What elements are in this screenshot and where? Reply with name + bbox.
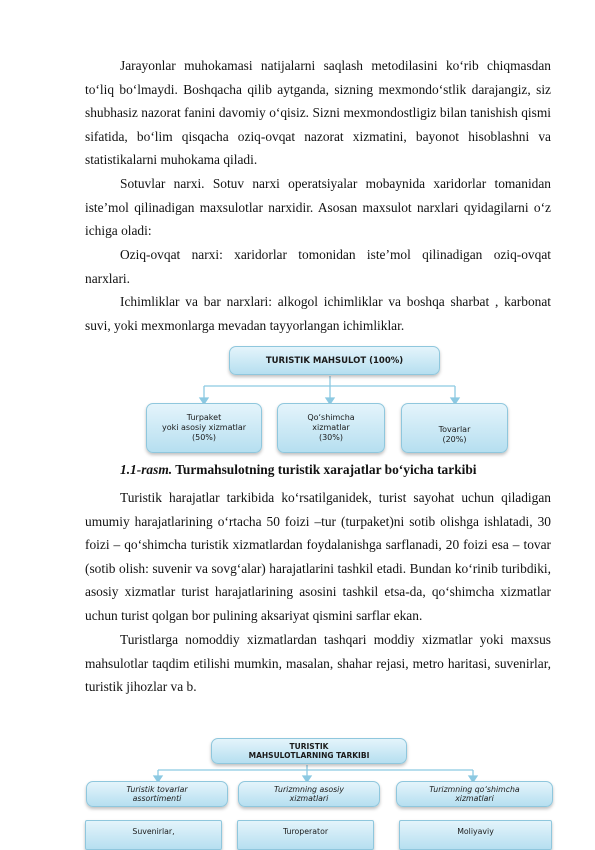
figure-title: Turmahsulotning turistik xarajatlar bo‘yicha tarkibi <box>172 462 477 477</box>
diagram-node-tour-operator: Turoperator <box>237 820 374 850</box>
paragraph-expense-structure: Turistik harajatlar tarkibida ko‘rsatilganidek, turist sayohat uchun qiladigan umumiy harajatlarining o‘rtacha 50 foizi –tur (turpaket)ni sotib olishga ishlatadi, 30 foizi – qo‘shimcha turistik xizmatlardan foydalanishga sarflanadi, 20 foizi esa – tovar (sotib olish: suvenir va sovg‘alar) harajatlarini tashkil etadi. Bundan ko‘rinib turibdiki, asosiy xizmatlar turist harajatlarining asosini tashkil etsa-da, qo‘shimcha xizmatlar uchun turist qolgan bor pulining aksariyat qismini sarflar ekan. <box>85 490 551 623</box>
diagram-node-extra-services: Turizmning qo‘shimcha xizmatlari <box>396 781 553 807</box>
paragraph-bar-price: Ichimliklar va bar narxlari: alkogol ichimliklar va boshqa sharbat , karbonat suvi, yoki mexmonlarga mevadan tayyorlangan ichimliklar. <box>85 294 551 333</box>
diagram-node-tourist-goods: Turistik tovarlar assortimenti <box>86 781 228 807</box>
diagram-node-souvenirs: Suvenirlar, <box>85 820 222 850</box>
paragraph-food-price: Oziq-ovqat narxi: xaridorlar tomonidan iste’mol qilinadigan oziq-ovqat narxlari. <box>85 247 551 286</box>
diagram-node-tourist-product: TURISTIK MAHSULOT (100%) <box>229 346 440 375</box>
paragraph-results-discussion: Jarayonlar muhokamasi natijalarni saqlash metodilasini ko‘rib chiqmasdan to‘liq bo‘lmaydi. Boshqacha qilib aytganda, sizning mexmondo‘stlik darajangiz, siz shubhasiz nazorat fanini davomiy o‘qisiz. Sizni mexmondostligiz bilan tanishish qismi sifatida, bo‘lim qisqacha oziq-ovqat nazorat xizmatini, bayonot hisoblashni va statistikalarni muhokama qiladi. <box>85 58 551 168</box>
paragraph-material-services: Turistlarga nomoddiy xizmatlardan tashqari moddiy xizmatlar yoki maxsus mahsulotlar taqdim etilishi mumkin, masalan, shahar rejasi, metro haritasi, suvenirlar, turistik jihozlar va b. <box>85 632 551 695</box>
figure-caption <box>120 462 560 478</box>
diagram-node-main-services: Turizmning asosiy xizmatlari <box>238 781 380 807</box>
diagram-node-goods: Tovarlar (20%) <box>401 403 508 453</box>
paragraph-sales-price: Sotuvlar narxi. Sotuv narxi operatsiyalar mobaynida xaridorlar tomanidan iste’mol qilinadigan maxsulotlar narxidir. Asosan maxsulot narxlari qyidagilarni o‘z ichiga oladi: <box>85 176 551 239</box>
diagram-node-additional-services: Qo‘shimcha xizmatlar (30%) <box>277 403 385 453</box>
diagram-node-product-composition: TURISTIK MAHSULOTLARNING TARKIBI <box>211 738 407 764</box>
figure-number: 1.1-rasm. <box>120 462 173 477</box>
diagram-node-financial: Moliyaviy <box>399 820 552 850</box>
diagram-node-tour-package: Turpaket yoki asosiy xizmatlar (50%) <box>146 403 262 453</box>
